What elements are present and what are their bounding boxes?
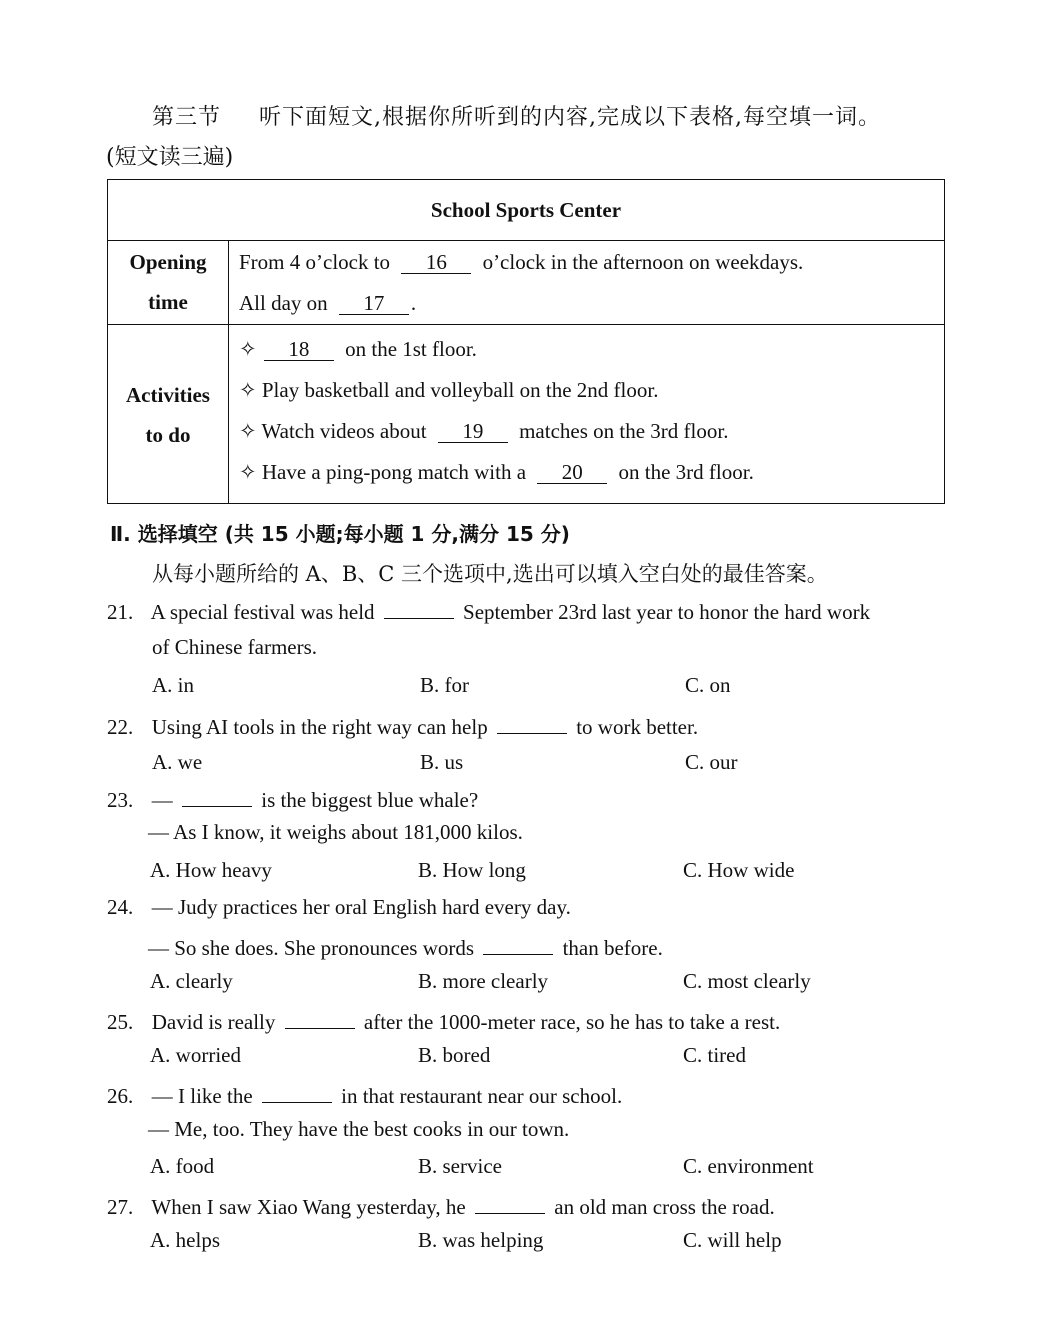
question-number: 26. (107, 1084, 134, 1108)
answer-blank (497, 711, 567, 734)
activities-label-2: to do (145, 423, 191, 447)
opening-label-1: Opening (129, 250, 207, 274)
option-c: C. most clearly (683, 969, 811, 993)
option-b: B. bored (418, 1043, 491, 1067)
option-c: C. on (685, 673, 731, 697)
answer-blank (262, 1080, 332, 1103)
table-divider (108, 240, 944, 241)
question-26: 26. — I like the in that restaurant near our school. (107, 1080, 622, 1109)
question-24-line-2: — So she does. She pronounces words than before. (148, 932, 663, 961)
option-b: B. for (420, 673, 469, 697)
table-title: School Sports Center (430, 198, 622, 222)
question-24: 24. — Judy practices her oral English hard every day. (107, 895, 571, 919)
question-number: 21. (107, 600, 134, 624)
answer-blank (182, 784, 252, 807)
answer-blank-16: 16 (401, 251, 471, 274)
question-22: 22. Using AI tools in the right way can help to work better. (107, 711, 698, 740)
option-c: C. will help (683, 1228, 782, 1252)
sparkle-bullet-icon: ✧ (239, 378, 257, 402)
answer-blank-18: 18 (264, 338, 334, 361)
question-26-line-2: — Me, too. They have the best cooks in our town. (148, 1117, 570, 1141)
sparkle-bullet-icon: ✧ (239, 419, 257, 443)
question-21-line-2: of Chinese farmers. (152, 635, 318, 659)
sparkle-bullet-icon: ✧ (239, 460, 257, 484)
opening-line-2: All day on 17 . (239, 291, 417, 315)
question-23-line-2: — As I know, it weighs about 181,000 kilos. (148, 820, 523, 844)
answer-blank-20: 20 (537, 461, 607, 484)
option-a: A. worried (150, 1043, 241, 1067)
option-c: C. tired (683, 1043, 746, 1067)
option-b: B. service (418, 1154, 502, 1178)
answer-blank (285, 1006, 355, 1029)
option-c: C. our (685, 750, 738, 774)
activity-item-3: ✧ Watch videos about 19 matches on the 3rd floor. (239, 419, 729, 443)
option-a: A. food (150, 1154, 215, 1178)
option-a: A. helps (150, 1228, 220, 1252)
question-23: 23. — is the biggest blue whale? (107, 784, 478, 813)
option-a: A. in (152, 673, 194, 697)
option-a: A. clearly (150, 969, 233, 993)
part2-heading: Ⅱ. 选择填空 (共 15 小题;每小题 1 分,满分 15 分) (110, 522, 570, 546)
table-divider (108, 324, 944, 325)
option-c: C. environment (683, 1154, 814, 1178)
question-number: 24. (107, 895, 134, 919)
question-21: 21. A special festival was held September 23rd last year to honor the hard work (107, 596, 870, 625)
question-number: 25. (107, 1010, 134, 1034)
activity-item-1: ✧ 18 on the 1st floor. (239, 337, 477, 361)
option-a: A. we (152, 750, 203, 774)
option-b: B. How long (418, 858, 526, 882)
option-c: C. How wide (683, 858, 795, 882)
answer-blank (475, 1191, 545, 1214)
answer-blank-17: 17 (339, 292, 409, 315)
opening-label-2: time (148, 290, 188, 314)
question-number: 23. (107, 788, 134, 812)
sparkle-bullet-icon: ✧ (239, 337, 257, 361)
question-number: 27. (107, 1195, 134, 1219)
section3-note: (短文读三遍) (106, 145, 234, 170)
section3-instruction-line (152, 100, 881, 131)
option-b: B. more clearly (418, 969, 549, 993)
section3-instruction: 听下面短文,根据你所听到的内容,完成以下表格,每空填一词。 (259, 105, 881, 130)
activity-item-2: ✧ Play basketball and volleyball on the 2nd floor. (239, 378, 659, 402)
activity-item-4: ✧ Have a ping-pong match with a 20 on the 3rd floor. (239, 460, 754, 484)
sports-center-table (107, 179, 945, 504)
option-b: B. us (420, 750, 464, 774)
table-column-divider (228, 240, 229, 503)
question-27: 27. When I saw Xiao Wang yesterday, he an old man cross the road. (107, 1191, 775, 1220)
opening-line-1: From 4 o’clock to 16 o’clock in the afternoon on weekdays. (239, 250, 804, 274)
question-number: 22. (107, 715, 134, 739)
section3-heading: 第三节 (152, 105, 222, 130)
answer-blank-19: 19 (438, 420, 508, 443)
question-25: 25. David is really after the 1000-meter race, so he has to take a rest. (107, 1006, 780, 1035)
option-b: B. was helping (418, 1228, 544, 1252)
answer-blank (384, 596, 454, 619)
part2-instruction: 从每小题所给的 A、B、C 三个选项中,选出可以填入空白处的最佳答案。 (152, 562, 828, 586)
activities-label-1: Activities (126, 383, 210, 407)
option-a: A. How heavy (150, 858, 272, 882)
answer-blank (483, 932, 553, 955)
